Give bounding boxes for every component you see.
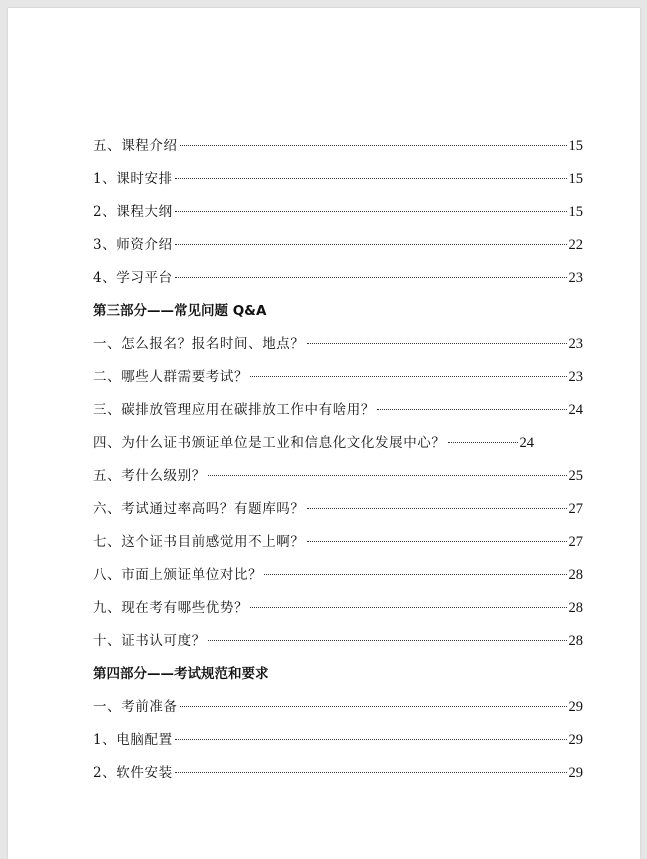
- toc-leader-dots: [180, 705, 567, 707]
- toc-leader-dots: [175, 738, 567, 740]
- toc-entry[interactable]: [93, 328, 583, 361]
- toc-entry[interactable]: [93, 757, 583, 790]
- toc-entry-label: 1、电脑配置: [93, 732, 173, 748]
- toc-leader-dots: [448, 441, 518, 443]
- toc-entry[interactable]: [93, 559, 583, 592]
- toc-entry-label: 1、课时安排: [93, 171, 173, 187]
- toc-leader-dots: [175, 771, 567, 773]
- toc-leader-dots: [180, 144, 567, 146]
- toc-leader-dots: [264, 573, 566, 575]
- toc-leader-dots: [307, 540, 567, 542]
- toc-entry[interactable]: [93, 493, 583, 526]
- toc-leader-dots: [175, 177, 567, 179]
- toc-leader-dots: [175, 243, 567, 245]
- toc-entry[interactable]: [93, 262, 583, 295]
- toc-entry-label: 三、碳排放管理应用在碳排放工作中有啥用？: [93, 402, 375, 418]
- toc-entry-page: 27: [568, 534, 583, 550]
- toc-entry-page: 15: [568, 171, 583, 187]
- toc-entry-label: 五、课程介绍: [93, 138, 178, 154]
- toc-entry-page: 15: [568, 204, 583, 220]
- toc-entry[interactable]: [93, 460, 583, 493]
- toc-entry[interactable]: [93, 196, 583, 229]
- toc-section-heading-label: 第四部分——考试规范和要求: [93, 666, 269, 682]
- toc-entry-label: 3、师资介绍: [93, 237, 173, 253]
- toc-entry[interactable]: [93, 691, 583, 724]
- toc-entry-page: 24: [519, 435, 534, 451]
- toc-leader-dots: [307, 342, 567, 344]
- toc-entry-label: 九、现在考有哪些优势？: [93, 600, 249, 616]
- table-of-contents: [93, 130, 583, 790]
- toc-entry-label: 六、考试通过率高吗？有题库吗？: [93, 501, 305, 517]
- toc-entry-label: 四、为什么证书颁证单位是工业和信息化文化发展中心？: [93, 435, 446, 451]
- toc-entry-page: 15: [568, 138, 583, 154]
- toc-leader-dots: [377, 408, 567, 410]
- toc-entry-page: 25: [568, 468, 583, 484]
- toc-entry-page: 29: [568, 732, 583, 748]
- toc-leader-dots: [307, 507, 567, 509]
- toc-entry-page: 24: [568, 402, 583, 418]
- toc-entry-page: 23: [568, 369, 583, 385]
- toc-section-heading-label: 第三部分——常见问题 Q&A: [93, 303, 267, 319]
- toc-section-heading[interactable]: [93, 295, 583, 328]
- toc-entry[interactable]: [93, 625, 583, 658]
- toc-entry[interactable]: [93, 724, 583, 757]
- toc-entry-page: 23: [568, 270, 583, 286]
- toc-entry-label: 2、软件安装: [93, 765, 173, 781]
- toc-entry-page: 22: [568, 237, 583, 253]
- toc-entry-label: 4、学习平台: [93, 270, 173, 286]
- toc-leader-dots: [250, 375, 566, 377]
- toc-entry-page: 29: [568, 699, 583, 715]
- toc-leader-dots: [250, 606, 566, 608]
- toc-entry[interactable]: [93, 427, 558, 460]
- toc-entry-label: 七、这个证书目前感觉用不上啊？: [93, 534, 305, 550]
- toc-entry-label: 2、课程大纲: [93, 204, 173, 220]
- toc-leader-dots: [175, 210, 567, 212]
- toc-leader-dots: [208, 474, 567, 476]
- toc-entry-page: 23: [568, 336, 583, 352]
- toc-entry-page: 28: [568, 567, 583, 583]
- toc-entry[interactable]: [93, 526, 583, 559]
- toc-entry-label: 五、考什么级别？: [93, 468, 206, 484]
- toc-entry-label: 二、哪些人群需要考试？: [93, 369, 249, 385]
- toc-entry[interactable]: [93, 361, 583, 394]
- toc-entry-label: 十、证书认可度？: [93, 633, 206, 649]
- toc-entry[interactable]: [93, 130, 583, 163]
- toc-leader-dots: [208, 639, 567, 641]
- toc-section-heading[interactable]: [93, 658, 583, 691]
- toc-entry-page: 28: [568, 600, 583, 616]
- toc-entry-label: 一、考前准备: [93, 699, 178, 715]
- toc-entry[interactable]: [93, 592, 583, 625]
- toc-entry[interactable]: [93, 394, 583, 427]
- toc-entry-page: 27: [568, 501, 583, 517]
- toc-entry-page: 29: [568, 765, 583, 781]
- toc-entry[interactable]: [93, 229, 583, 262]
- toc-leader-dots: [175, 276, 567, 278]
- toc-entry-label: 八、市面上颁证单位对比？: [93, 567, 263, 583]
- toc-entry[interactable]: [93, 163, 583, 196]
- toc-entry-page: 28: [568, 633, 583, 649]
- document-page: [8, 8, 640, 859]
- toc-entry-label: 一、怎么报名？报名时间、地点？: [93, 336, 305, 352]
